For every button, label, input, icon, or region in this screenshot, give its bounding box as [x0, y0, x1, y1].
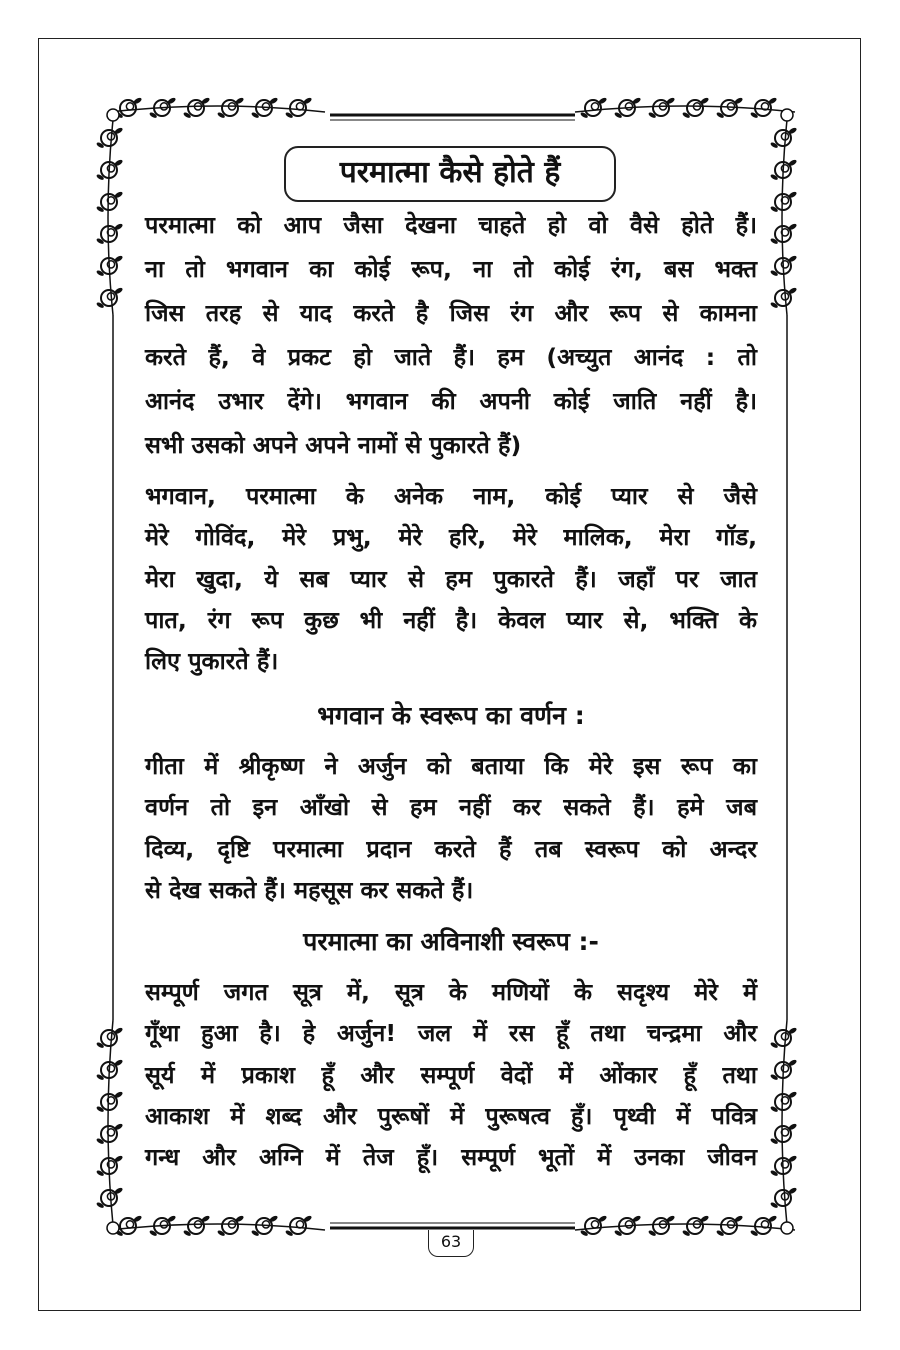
- swirl-ornament: [625, 103, 632, 110]
- text-line: परमात्मा को आप जैसा देखना चाहते हो वो वैसे होते हैं।: [145, 211, 757, 239]
- text-line: गीता में श्रीकृष्ण ने अर्जुन को बताया कि मेरे इस रूप का: [145, 752, 757, 780]
- text-line: वर्णन तो इन आँखो से हम नहीं कर सकते हैं। हमे जब: [145, 793, 757, 822]
- swirl-ornament: [781, 165, 788, 172]
- paragraph-2: [145, 476, 757, 682]
- swirl-ornament: [591, 103, 598, 110]
- swirl-ornament: [160, 103, 167, 110]
- text-line: से देख सकते हैं। महसूस कर सकते हैं।: [145, 875, 474, 904]
- text-line: सभी उसको अपने अपने नामों से पुकारते हैं): [145, 431, 522, 459]
- paragraph-3: [145, 746, 757, 911]
- text-line: आनंद उभार देंगे। भगवान की अपनी कोई जाति नहीं है।: [145, 387, 757, 415]
- corner-ring-ornament: [781, 109, 793, 121]
- text-line: गन्ध और अग्नि में तेज हूँ। सम्पूर्ण भूतों में उनका जीवन: [145, 1143, 757, 1172]
- vine-ornament: [782, 120, 787, 315]
- text-line: जिस तरह से याद करते है जिस रंग और रूप से कामना: [145, 299, 757, 327]
- text-line: दिव्य, दृष्टि परमात्मा प्रदान करते हैं तब स्वरूप को अन्दर: [145, 834, 757, 863]
- swirl-ornament: [160, 1221, 167, 1228]
- text-line: मेरा खुदा, ये सब प्यार से हम पुकारते हैं। जहाँ पर जात: [145, 564, 757, 593]
- section-heading-swaroop-varnan: भगवान के स्वरूप का वर्णन :: [317, 701, 585, 730]
- section-heading-avinashi-swaroop: परमात्मा का अविनाशी स्वरूप :-: [303, 927, 599, 956]
- swirl-ornament: [126, 1221, 133, 1228]
- text-line: गूँथा हुआ है। हे अर्जुन! जल में रस हूँ तथा चन्द्रमा और: [145, 1019, 757, 1048]
- vine-ornament: [110, 106, 325, 112]
- swirl-ornament: [107, 1065, 114, 1072]
- swirl-ornament: [126, 103, 133, 110]
- page-title: परमात्मा कैसे होते हैं: [284, 146, 616, 202]
- corner-ring-ornament: [107, 1222, 119, 1234]
- paragraph-4: [145, 972, 757, 1178]
- text-line: सूर्य में प्रकाश हूँ और सम्पूर्ण वेदों में ओंकार हूँ तथा: [145, 1060, 757, 1089]
- text-line: मेरे गोविंद, मेरे प्रभु, मेरे हरि, मेरे मालिक, मेरा गॉड,: [145, 523, 757, 552]
- text-line: भगवान, परमात्मा के अनेक नाम, कोई प्यार से जैसे: [145, 482, 757, 510]
- text-line: सम्पूर्ण जगत सूत्र में, सूत्र के मणियों के सदृश्य मेरे में: [145, 978, 757, 1006]
- corner-ring-ornament: [781, 1222, 793, 1234]
- text-line: करते हैं, वे प्रकट हो जाते हैं। हम (अच्युत आनंद : तो: [145, 343, 757, 371]
- swirl-ornament: [107, 165, 114, 172]
- paragraph-1: [145, 203, 757, 467]
- corner-ring-ornament: [107, 109, 119, 121]
- text-line: लिए पुकारते हैं।: [145, 647, 279, 676]
- vine-ornament: [108, 120, 113, 315]
- swirl-ornament: [781, 1065, 788, 1072]
- text-line: ना तो भगवान का कोई रूप, ना तो कोई रंग, बस भक्त: [145, 255, 757, 283]
- swirl-ornament: [591, 1221, 598, 1228]
- swirl-ornament: [625, 1221, 632, 1228]
- text-line: आकाश में शब्द और पुरूषों में पुरूषत्व हुँ। पृथ्वी में पवित्र: [145, 1101, 757, 1130]
- text-line: पात, रंग रूप कुछ भी नहीं है। केवल प्यार से, भक्ति के: [145, 605, 757, 634]
- vine-ornament: [110, 1224, 325, 1230]
- page-number: 63: [428, 1230, 474, 1257]
